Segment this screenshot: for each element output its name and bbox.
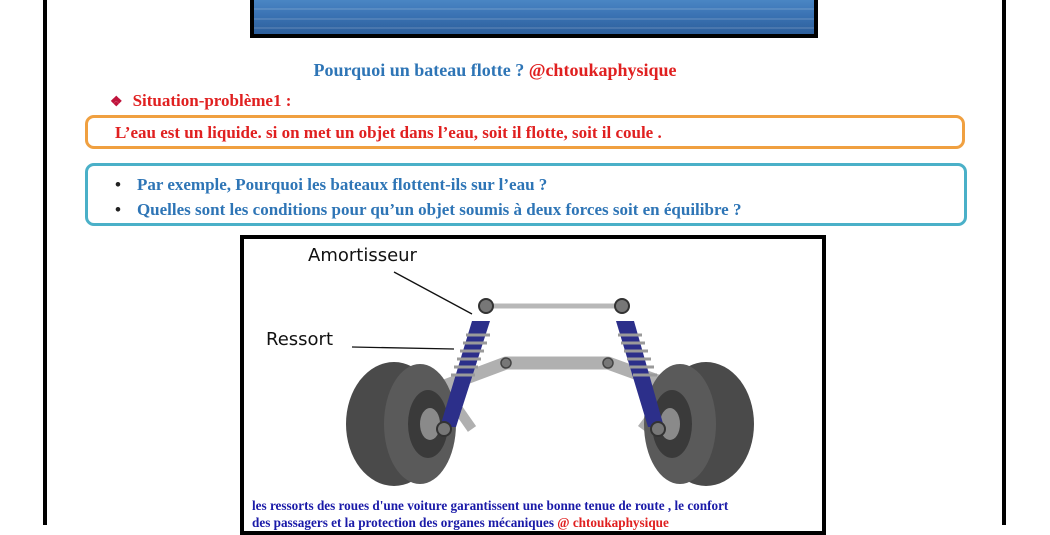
- situation-label: Situation-problème1 :: [132, 91, 292, 110]
- spring-label: Ressort: [266, 329, 333, 350]
- title-handle: @chtoukaphysique: [528, 60, 677, 80]
- sea-photo: [250, 0, 818, 38]
- diagram-caption: [252, 497, 822, 531]
- page-title: [0, 60, 990, 81]
- title-text: Pourquoi un bateau flotte ?: [313, 60, 525, 80]
- question-item: • Par exemple, Pourquoi les bateaux flottent-ils sur l’eau ?: [115, 172, 741, 197]
- caption-line-2: [252, 514, 822, 531]
- situation-heading: [110, 91, 291, 111]
- suspension-illustration: [244, 239, 826, 535]
- spring-pointer: [352, 347, 454, 349]
- statement-box: [85, 115, 965, 149]
- suspension-diagram: [240, 235, 826, 535]
- question-item: • Quelles sont les conditions pour qu’un objet soumis à deux forces soit en équilibre ?: [115, 197, 741, 222]
- questions-list: [115, 172, 741, 222]
- shock-absorber-pointer: [394, 272, 472, 314]
- caption-line-1: les ressorts des roues d'une voiture garantissent une bonne tenue de route , le confort: [252, 498, 729, 513]
- diamond-bullet-icon: ❖: [110, 95, 123, 110]
- questions-box: [85, 163, 967, 226]
- caption-handle: @ chtoukaphysique: [557, 515, 669, 530]
- page-border-right: [1002, 0, 1006, 525]
- shock-absorber-label: Amortisseur: [308, 245, 417, 266]
- statement-text: L’eau est un liquide. si on met un objet dans l’eau, soit il flotte, soit il coule .: [115, 123, 662, 142]
- caption-line-2-text: des passagers et la protection des organes mécaniques: [252, 515, 554, 530]
